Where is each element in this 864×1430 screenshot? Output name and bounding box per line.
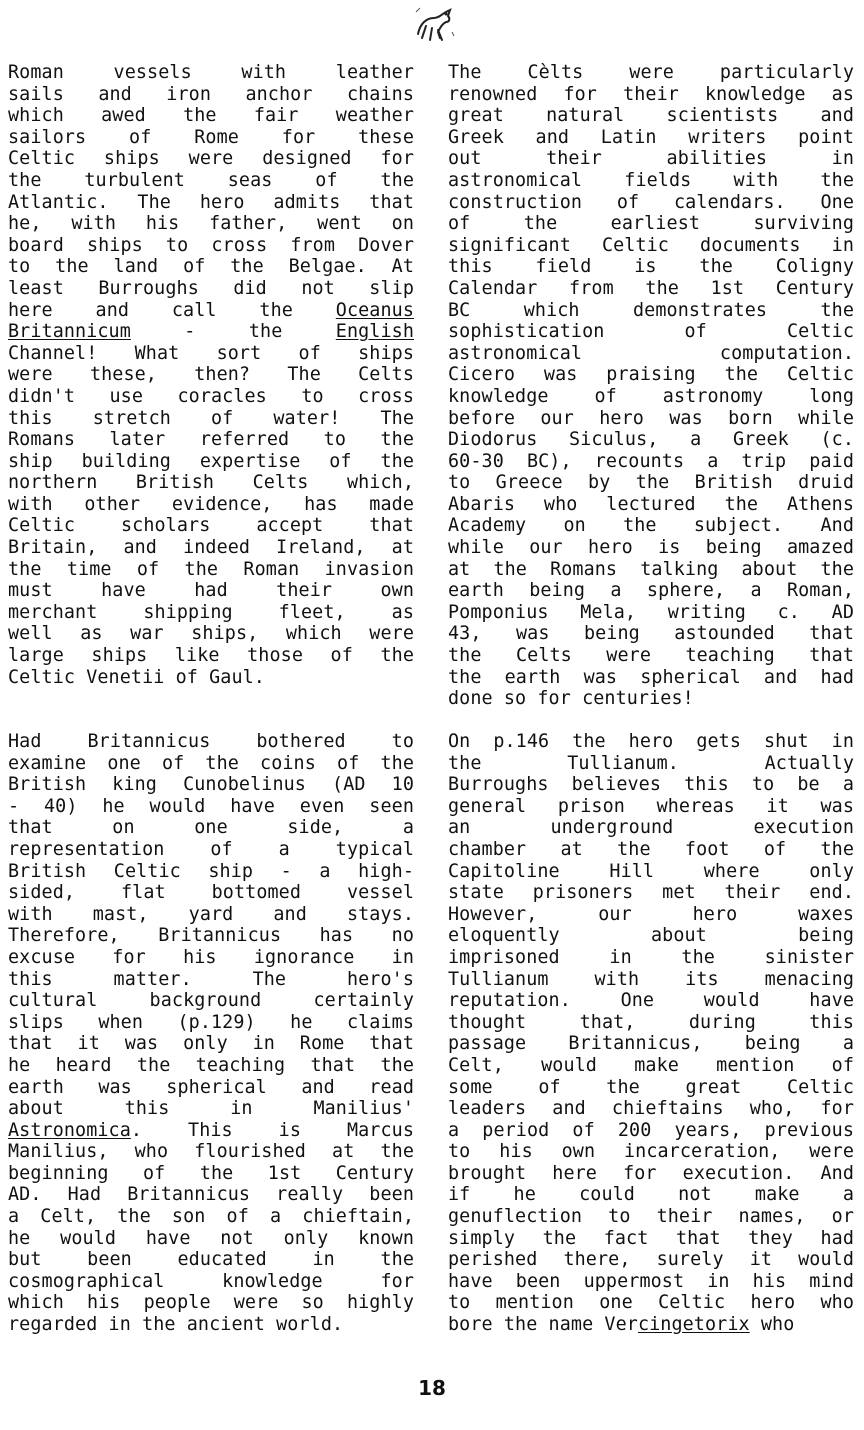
text-line: Britain, and indeed Ireland, at bbox=[8, 537, 414, 559]
text-line: least Burroughs did not slip bbox=[8, 277, 414, 299]
text-line: to the land of the Belgae. At bbox=[8, 256, 414, 278]
text-line: have been uppermost in his mind bbox=[448, 1270, 854, 1292]
text-line: Manilius, who flourished at the bbox=[8, 1141, 414, 1163]
text-line: about this in Manilius' bbox=[8, 1098, 414, 1120]
text-line: earth was spherical and read bbox=[8, 1076, 414, 1098]
text-line: examine one of the coins of the bbox=[8, 752, 414, 774]
text-line: the earth was spherical and had bbox=[448, 666, 854, 688]
text-line: construction of calendars. One bbox=[448, 191, 854, 213]
text-line: he heard the teaching that the bbox=[8, 1054, 414, 1076]
text-line: Celt, would make mention of bbox=[448, 1054, 854, 1076]
text-line: Romans later referred to the bbox=[8, 429, 414, 451]
text-line: some of the great Celtic bbox=[448, 1076, 854, 1098]
text-line: done so for centuries! bbox=[448, 688, 694, 710]
text-line: Academy on the subject. And bbox=[448, 515, 854, 537]
text-line: On p.146 the hero gets shut in bbox=[448, 731, 854, 752]
text-line: general prison whereas it was bbox=[448, 795, 854, 817]
text-line: Atlantic. The hero admits that bbox=[8, 191, 414, 213]
text-line: sails and iron anchor chains bbox=[8, 83, 414, 105]
text-line: brought here for execution. And bbox=[448, 1162, 854, 1184]
text-line: well as war ships, which were bbox=[8, 623, 414, 645]
text-line: the turbulent seas of the bbox=[8, 169, 414, 191]
text-line: this field is the Coligny bbox=[448, 256, 854, 278]
text-line: bore the name Vercingetorix who bbox=[448, 1314, 795, 1336]
text-line: of the earliest surviving bbox=[448, 213, 854, 235]
text-line: to mention one Celtic hero who bbox=[448, 1292, 854, 1314]
underlined-term: Oceanus bbox=[335, 299, 414, 321]
article-column-bottom-left bbox=[8, 731, 414, 1336]
text-line: British Celtic ship - a high- bbox=[8, 860, 414, 882]
text-line: Therefore, Britannicus has no bbox=[8, 925, 414, 947]
text-line: cosmographical knowledge for bbox=[8, 1270, 414, 1292]
text-line: Britannicum - the English bbox=[8, 321, 414, 343]
text-line: ship building expertise of the bbox=[8, 450, 414, 472]
text-line: 43, was being astounded that bbox=[448, 623, 854, 645]
text-line: great natural scientists and bbox=[448, 105, 854, 127]
text-line: Channel! What sort of ships bbox=[8, 342, 414, 364]
text-line: sided, flat bottomed vessel bbox=[8, 882, 414, 904]
text-line: representation of a typical bbox=[8, 838, 414, 860]
article-column-top-right bbox=[448, 62, 854, 710]
text-line: he, with his father, went on bbox=[8, 213, 414, 235]
text-line: BC which demonstrates the bbox=[448, 299, 854, 321]
text-line: 60-30 BC), recounts a trip paid bbox=[448, 450, 854, 472]
text-line: simply the fact that they had bbox=[448, 1227, 854, 1249]
text-line: British king Cunobelinus (AD 10 bbox=[8, 774, 414, 796]
underlined-term: English bbox=[335, 321, 414, 343]
horse-emblem-icon bbox=[412, 4, 456, 44]
text-line: However, our hero waxes bbox=[448, 903, 854, 925]
text-line: must have had their own bbox=[8, 580, 414, 602]
text-line: the Celts were teaching that bbox=[448, 645, 854, 667]
text-line: knowledge of astronomy long bbox=[448, 385, 854, 407]
text-line: here and call the Oceanus bbox=[8, 299, 414, 321]
text-line: genuflection to their names, or bbox=[448, 1206, 854, 1228]
text-line: Cicero was praising the Celtic bbox=[448, 364, 854, 386]
text-line: Abaris who lectured the Athens bbox=[448, 493, 854, 515]
text-line: the time of the Roman invasion bbox=[8, 558, 414, 580]
text-line: Had Britannicus bothered to bbox=[8, 731, 414, 752]
underlined-term: Astronomica bbox=[8, 1119, 131, 1141]
text-line: but been educated in the bbox=[8, 1249, 414, 1271]
text-line: Calendar from the 1st Century bbox=[448, 277, 854, 299]
text-line: Capitoline Hill where only bbox=[448, 860, 854, 882]
text-line: Roman vessels with leather bbox=[8, 62, 414, 83]
text-line: sailors of Rome for these bbox=[8, 126, 414, 148]
text-line: Celtic scholars accept that bbox=[8, 515, 414, 537]
text-line: astronomical fields with the bbox=[448, 169, 854, 191]
text-line: leaders and chieftains who, for bbox=[448, 1098, 854, 1120]
text-line: northern British Celts which, bbox=[8, 472, 414, 494]
text-line: excuse for his ignorance in bbox=[8, 946, 414, 968]
article-column-top-left bbox=[8, 62, 414, 688]
text-line: earth being a sphere, a Roman, bbox=[448, 580, 854, 602]
text-line: were these, then? The Celts bbox=[8, 364, 414, 386]
text-line: astronomical computation. bbox=[448, 342, 854, 364]
text-line: Burroughs believes this to be a bbox=[448, 774, 854, 796]
text-line: before our hero was born while bbox=[448, 407, 854, 429]
text-line: thought that, during this bbox=[448, 1011, 854, 1033]
text-line: at the Romans talking about the bbox=[448, 558, 854, 580]
text-line: to his own incarceration, were bbox=[448, 1141, 854, 1163]
text-line: regarded in the ancient world. bbox=[8, 1314, 344, 1336]
text-line: with other evidence, has made bbox=[8, 493, 414, 515]
page-number: 18 bbox=[418, 1376, 446, 1400]
text-line: imprisoned in the sinister bbox=[448, 946, 854, 968]
text-line: sophistication of Celtic bbox=[448, 321, 854, 343]
text-line: - 40) he would have even seen bbox=[8, 795, 414, 817]
text-line: AD. Had Britannicus really been bbox=[8, 1184, 414, 1206]
text-line: he would have not only known bbox=[8, 1227, 414, 1249]
text-line: state prisoners met their end. bbox=[448, 882, 854, 904]
text-line: board ships to cross from Dover bbox=[8, 234, 414, 256]
text-line: didn't use coracles to cross bbox=[8, 385, 414, 407]
text-line: the Tullianum. Actually bbox=[448, 752, 854, 774]
text-line: with mast, yard and stays. bbox=[8, 903, 414, 925]
text-line: cultural background certainly bbox=[8, 990, 414, 1012]
text-line: Celtic Venetii of Gaul. bbox=[8, 666, 265, 688]
text-line: significant Celtic documents in bbox=[448, 234, 854, 256]
text-line: this matter. The hero's bbox=[8, 968, 414, 990]
underlined-term: Britannicum bbox=[8, 321, 131, 343]
text-line: this stretch of water! The bbox=[8, 407, 414, 429]
text-line: perished there, surely it would bbox=[448, 1249, 854, 1271]
text-line: which his people were so highly bbox=[8, 1292, 414, 1314]
text-line: which awed the fair weather bbox=[8, 105, 414, 127]
text-line: a Celt, the son of a chieftain, bbox=[8, 1206, 414, 1228]
text-line: while our hero is being amazed bbox=[448, 537, 854, 559]
text-line: reputation. One would have bbox=[448, 990, 854, 1012]
text-line: Diodorus Siculus, a Greek (c. bbox=[448, 429, 854, 451]
text-line: renowned for their knowledge as bbox=[448, 83, 854, 105]
text-line: large ships like those of the bbox=[8, 645, 414, 667]
text-line: a period of 200 years, previous bbox=[448, 1119, 854, 1141]
text-line: Celtic ships were designed for bbox=[8, 148, 414, 170]
text-line: chamber at the foot of the bbox=[448, 838, 854, 860]
underlined-term: cingetorix bbox=[637, 1314, 750, 1336]
text-line: to Greece by the British druid bbox=[448, 472, 854, 494]
text-line: Astronomica. This is Marcus bbox=[8, 1119, 414, 1141]
article-column-bottom-right bbox=[448, 731, 854, 1336]
text-line: that on one side, a bbox=[8, 817, 414, 839]
text-line: eloquently about being bbox=[448, 925, 854, 947]
text-line: merchant shipping fleet, as bbox=[8, 601, 414, 623]
text-line: Tullianum with its menacing bbox=[448, 968, 854, 990]
text-line: out their abilities in bbox=[448, 148, 854, 170]
text-line: if he could not make a bbox=[448, 1184, 854, 1206]
text-line: The Cèlts were particularly bbox=[448, 62, 854, 83]
text-line: Pomponius Mela, writing c. AD bbox=[448, 601, 854, 623]
text-line: slips when (p.129) he claims bbox=[8, 1011, 414, 1033]
text-line: that it was only in Rome that bbox=[8, 1033, 414, 1055]
text-line: Greek and Latin writers point bbox=[448, 126, 854, 148]
text-line: passage Britannicus, being a bbox=[448, 1033, 854, 1055]
text-line: an underground execution bbox=[448, 817, 854, 839]
text-line: beginning of the 1st Century bbox=[8, 1162, 414, 1184]
